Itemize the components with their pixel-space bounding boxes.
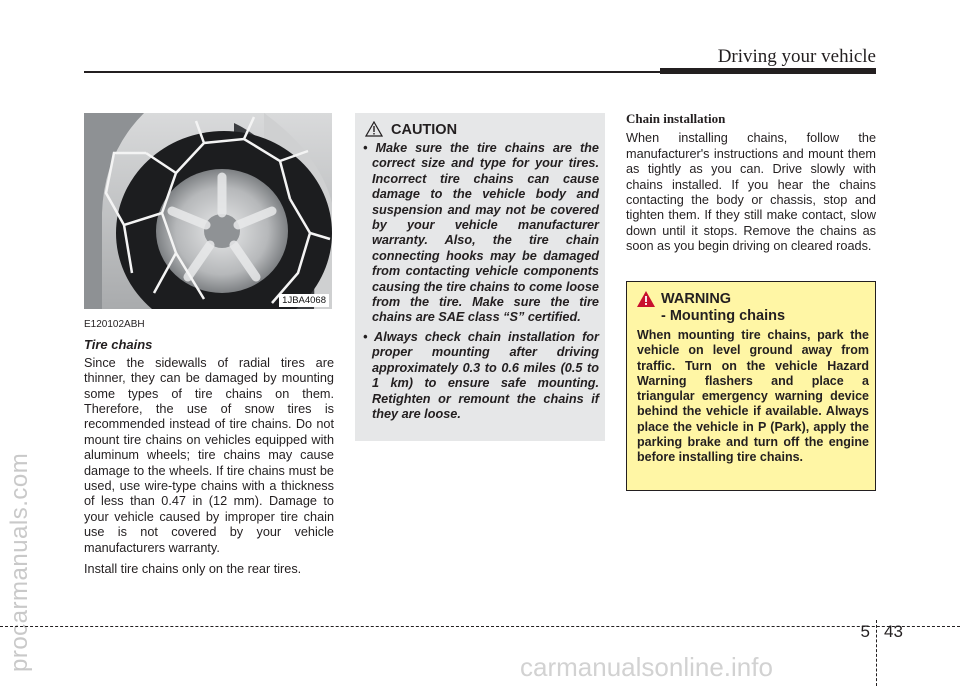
paragraph: When installing chains, follow the manufacturer's instructions and mount them as tightly as you can. Drive slowly with chains installed. If you hear the chains contacting the body or chassis, stop and tighten them. If they still make contact, slow down until it stops. Remove the chains as soon as you begin driving on cleared roads.: [626, 131, 876, 254]
header-rule-thick: [660, 68, 876, 74]
warning-subtitle: - Mounting chains: [661, 308, 786, 324]
caution-item-text: Always check chain installation for proper mounting after driving approximately 0.3 to 0.6 miles (0.5 to 1 km) to ensure safe mounting. Retighten or remount the chains if they are loose.: [372, 329, 599, 421]
paragraph: Since the sidewalls of radial tires are thinner, they can be damaged by mounting some types of tire chains on them. Therefore, the use of snow tires is recommended instead of tire chains. Do not mount tire chains on vehicles equipped with aluminum wheels; tire chains may cause damage to the wheels. If tire chains must be used, use wire-type chains with a thickness of less than 0.47 in (12 mm). Damage to your vehicle caused by improper tire chain use is not covered by your vehicle manufacturers warranty.: [84, 355, 334, 555]
list-item: • Always check chain installation for proper mounting after driving approximately 0.3 to 0.6 miles (0.5 to 1 km) to ensure safe mounting. Retighten or remount the chains if they are loose.: [363, 329, 599, 421]
tire-chain-photo: [84, 113, 332, 309]
caution-box: [355, 113, 605, 441]
footer-rule: [0, 626, 960, 627]
page-number: 43: [884, 622, 903, 641]
section-heading: Tire chains: [84, 337, 153, 353]
tire-chain-illustration: [84, 113, 332, 309]
section-heading: Chain installation: [626, 111, 726, 126]
warning-title: WARNING: [661, 291, 732, 307]
caution-list: [363, 141, 599, 426]
caution-item-text: Make sure the tire chains are the correct size and type for your tires. Incorrect tire chains can cause damage to the vehicle body and suspension and may not be covered by your vehicle manufacturer warranty. Also, the tire chain connecting hooks may be damaged from contacting vehicle components causing the tire chains to come loose from the tire. Make sure the tire chains are SAE class “S” certified.: [372, 141, 599, 325]
section-number: 5: [860, 622, 870, 641]
watermark-bottom: carmanualsonline.info: [520, 652, 773, 682]
right-column: [626, 111, 876, 255]
caution-title: CAUTION: [391, 122, 458, 138]
figure-caption: 1JBA4068: [279, 294, 329, 307]
page-separator: [876, 620, 878, 686]
header-rule: [84, 71, 660, 73]
running-header-title: Driving your vehicle: [717, 46, 876, 67]
warning-icon: [636, 290, 656, 308]
paragraph: Install tire chains only on the rear tires.: [84, 562, 302, 577]
caution-icon: [365, 121, 383, 137]
section-code: E120102ABH: [84, 319, 145, 330]
watermark-left: procarmanuals.com: [6, 452, 33, 672]
warning-box: [626, 281, 876, 491]
left-column: [84, 317, 334, 578]
list-item: • Make sure the tire chains are the correct size and type for your tires. Incorrect tire chains can cause damage to the vehicle body and suspension and may not be covered by your vehicle manufacturer warranty. Also, the tire chain connecting hooks may be damaged from contacting vehicle components causing the tire chains to come loose from the tire. Make sure the tire chains are SAE class “S” certified.: [363, 141, 599, 325]
warning-body: When mounting tire chains, park the vehicle on level ground away from traffic. Turn on the vehicle Hazard Warning flashers and place a triangular emergency warning device behind the vehicle if available. Always place the vehicle in P (Park), apply the parking brake and turn off the engine before installing tire chains.: [637, 328, 869, 465]
